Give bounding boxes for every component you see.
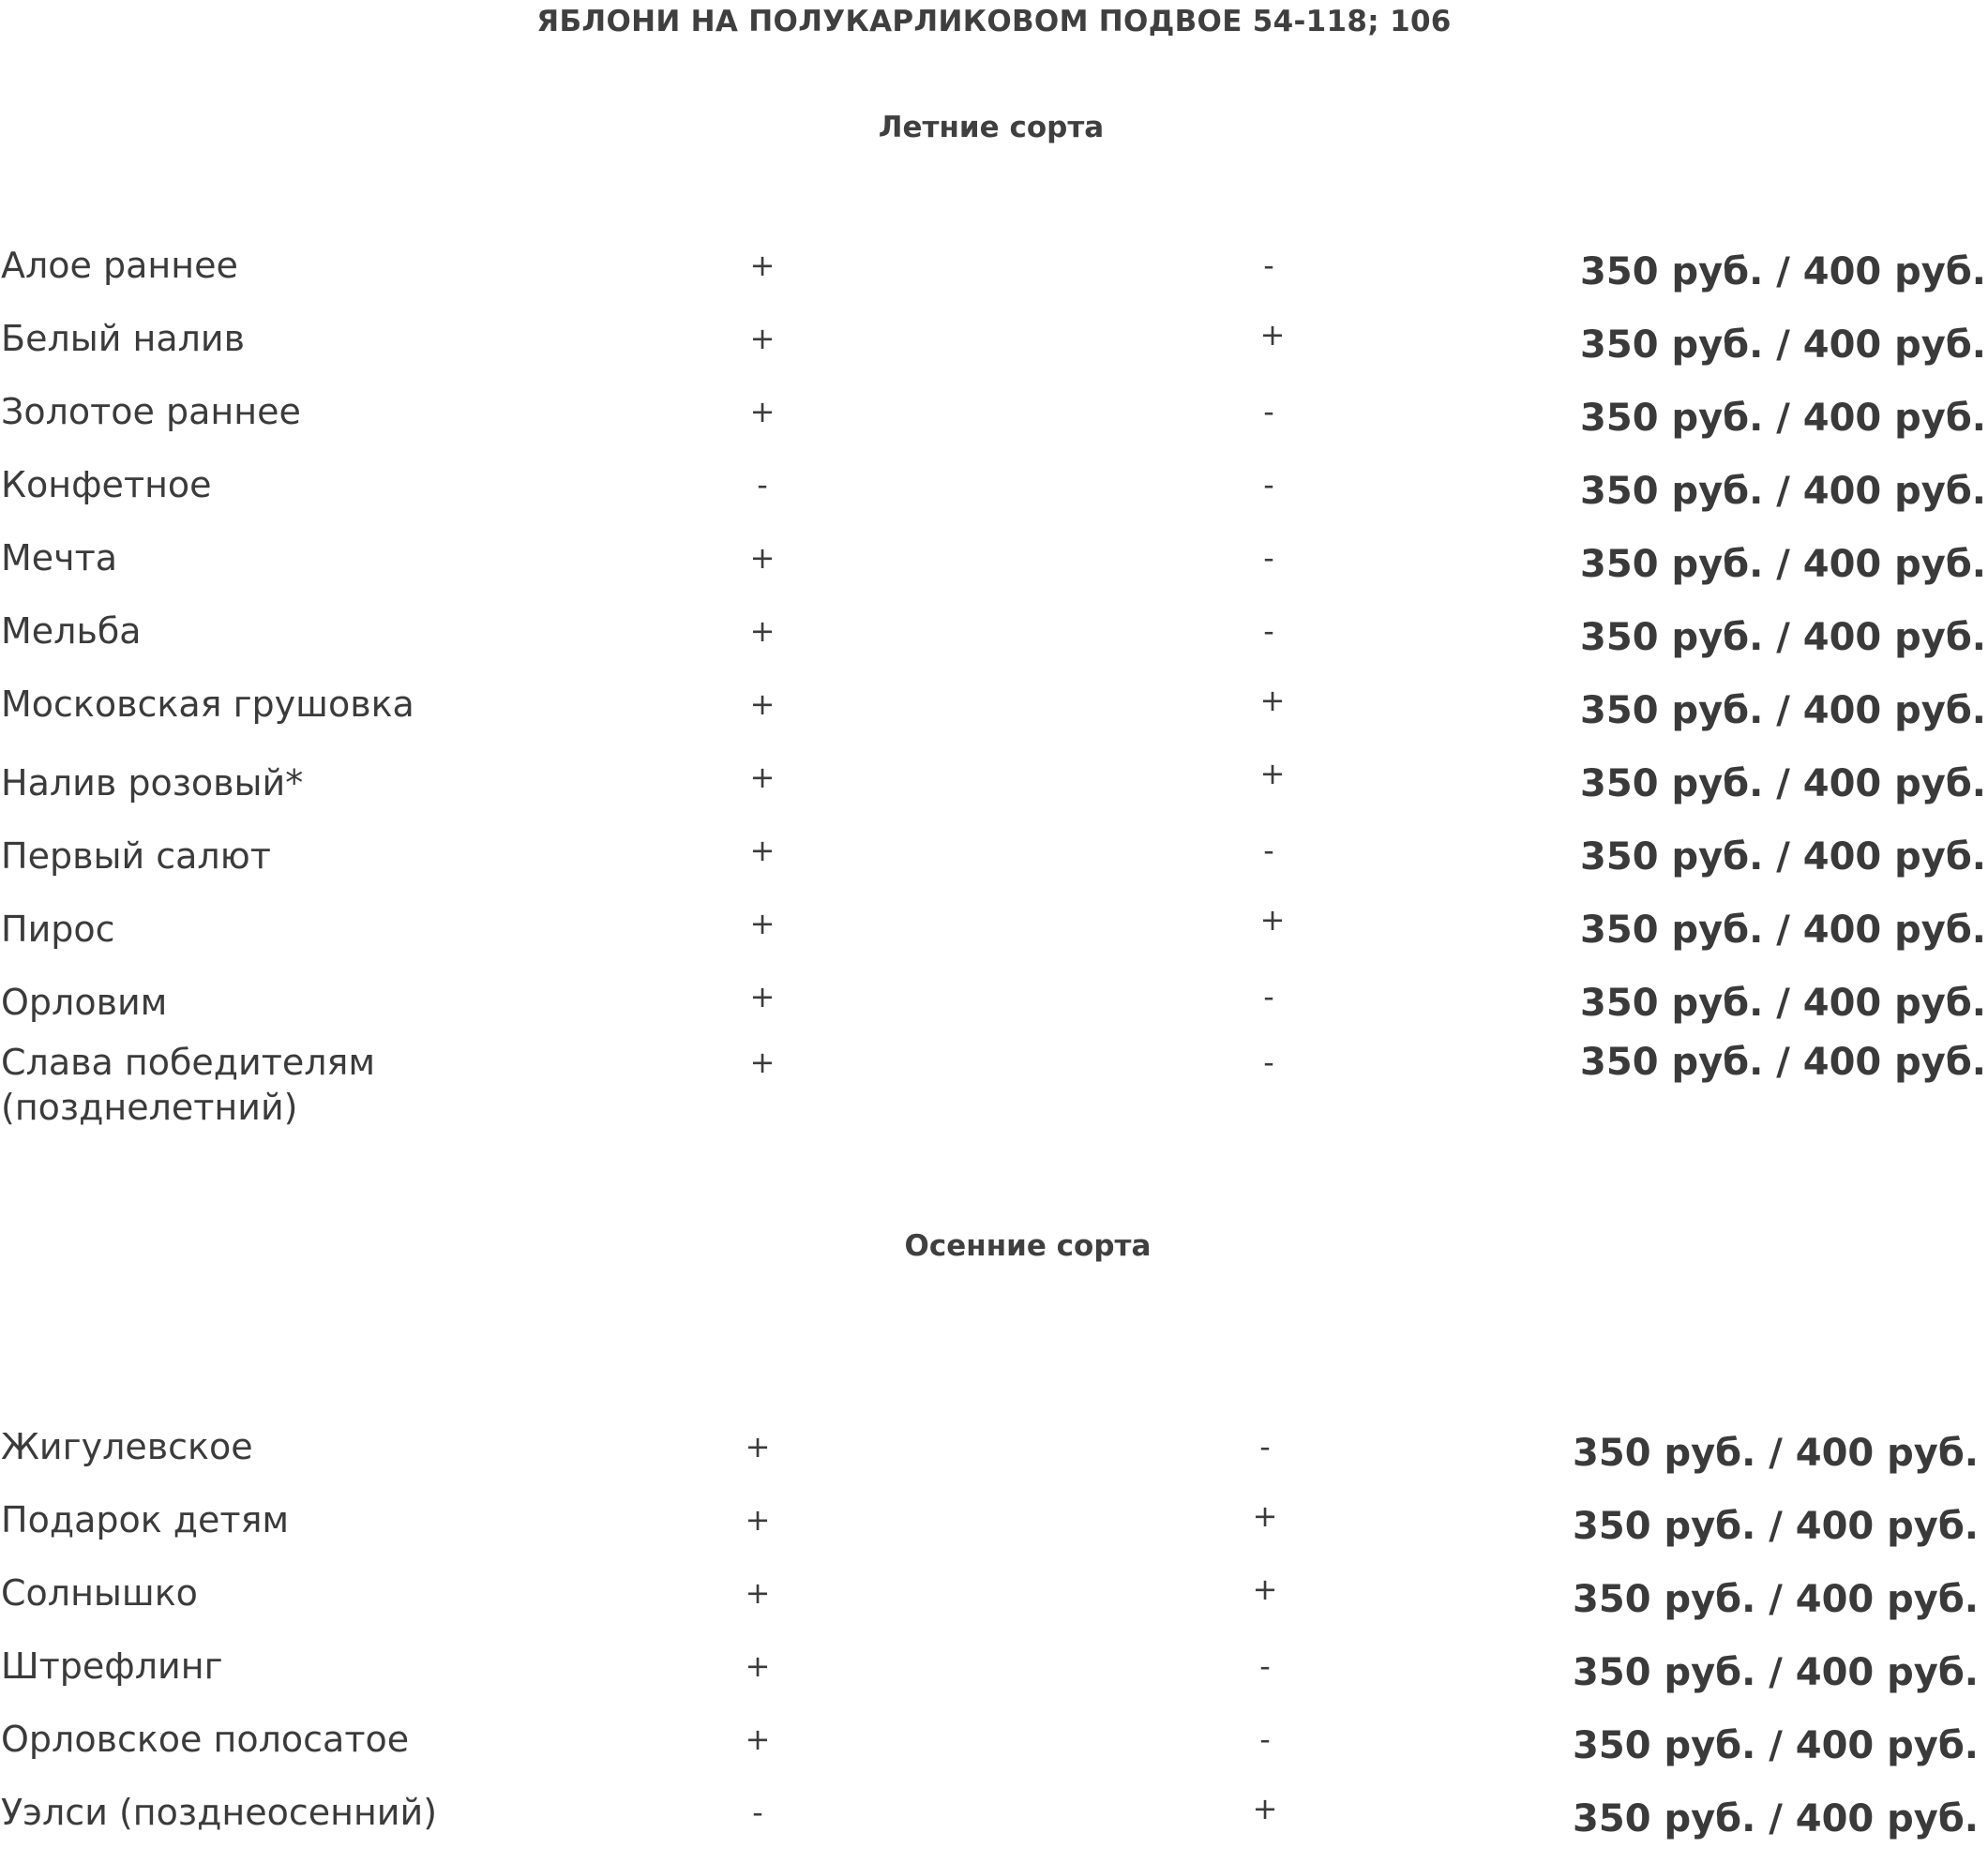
mark-col2: - bbox=[1263, 394, 1274, 429]
variety-name: Штрефлинг bbox=[1, 1645, 223, 1687]
variety-name: Жигулевское bbox=[1, 1426, 253, 1467]
variety-name: Алое раннее bbox=[1, 245, 238, 286]
mark-col1: + bbox=[749, 394, 776, 429]
mark-col1: + bbox=[745, 1575, 771, 1611]
mark-col2: - bbox=[1259, 1648, 1271, 1684]
mark-col2: - bbox=[1263, 979, 1274, 1014]
mark-col1: + bbox=[749, 248, 776, 283]
price: 350 руб. / 400 руб. bbox=[1580, 543, 1986, 586]
mark-col2: - bbox=[1259, 1429, 1271, 1465]
variety-name: Налив розовый* bbox=[1, 762, 304, 804]
table-row bbox=[0, 755, 1988, 828]
table-row bbox=[0, 828, 1988, 901]
table-row bbox=[0, 1717, 1988, 1790]
variety-name: Пирос bbox=[1, 909, 115, 950]
price: 350 руб. / 400 руб. bbox=[1573, 1724, 1979, 1767]
mark-col1: + bbox=[749, 540, 776, 576]
mark-col2: - bbox=[1263, 613, 1274, 649]
table-row bbox=[0, 682, 1988, 755]
summer-table bbox=[0, 243, 1988, 1152]
variety-name: Московская грушовка bbox=[1, 684, 414, 725]
price: 350 руб. / 400 руб. bbox=[1580, 470, 1986, 513]
mark-col2: - bbox=[1263, 833, 1274, 868]
table-row bbox=[0, 901, 1988, 974]
mark-col2: + bbox=[1252, 1571, 1278, 1607]
page-title: ЯБЛОНИ НА ПОЛУКАРЛИКОВОМ ПОДВОЕ 54-118; 106 bbox=[536, 5, 1452, 38]
price: 350 руб. / 400 руб. bbox=[1573, 1505, 1979, 1548]
price: 350 руб. / 400 руб. bbox=[1580, 323, 1986, 367]
mark-col2: - bbox=[1263, 1044, 1274, 1080]
mark-col2: + bbox=[1259, 902, 1286, 938]
price: 350 руб. / 400 руб. bbox=[1580, 397, 1986, 440]
table-row bbox=[0, 1497, 1988, 1570]
variety-name: Орловское полосатое bbox=[1, 1719, 410, 1760]
price: 350 руб. / 400 руб. bbox=[1573, 1651, 1979, 1694]
mark-col2: - bbox=[1263, 540, 1274, 576]
table-row bbox=[0, 1040, 1988, 1152]
table-row bbox=[0, 974, 1988, 1040]
mark-col1: + bbox=[749, 833, 776, 868]
price: 350 руб. / 400 руб. bbox=[1573, 1432, 1979, 1475]
mark-col2: + bbox=[1259, 756, 1286, 791]
mark-col1: + bbox=[749, 613, 776, 649]
price: 350 руб. / 400 руб. bbox=[1580, 250, 1986, 293]
variety-name: Первый салют bbox=[1, 835, 271, 877]
mark-col1: + bbox=[745, 1648, 771, 1684]
summer-heading: Летние сорта bbox=[878, 111, 1105, 144]
price: 350 руб. / 400 руб. bbox=[1580, 762, 1986, 805]
mark-col1: + bbox=[745, 1721, 771, 1757]
table-row bbox=[0, 1644, 1988, 1717]
table-row bbox=[0, 535, 1988, 608]
price: 350 руб. / 400 руб. bbox=[1580, 835, 1986, 879]
mark-col1: - bbox=[752, 1795, 763, 1830]
variety-name: Слава победителям (позднелетний) bbox=[1, 1042, 376, 1128]
autumn-heading: Осенние сорта bbox=[904, 1229, 1152, 1263]
mark-col2: - bbox=[1263, 248, 1274, 283]
variety-name: Уэлси (позднеосенний) bbox=[1, 1792, 438, 1833]
variety-name: Конфетное bbox=[1, 464, 212, 505]
price: 350 руб. / 400 руб. bbox=[1580, 1041, 1986, 1084]
mark-col2: - bbox=[1259, 1721, 1271, 1757]
autumn-table bbox=[0, 1424, 1988, 1863]
price: 350 руб. / 400 руб. bbox=[1573, 1578, 1979, 1621]
mark-col2: + bbox=[1259, 683, 1286, 718]
mark-col2: + bbox=[1252, 1791, 1278, 1826]
mark-col1: + bbox=[749, 906, 776, 941]
mark-col1: + bbox=[745, 1429, 771, 1465]
variety-name: Белый налив bbox=[1, 318, 246, 359]
variety-name: Подарок детям bbox=[1, 1499, 290, 1540]
variety-name: Орловим bbox=[1, 982, 168, 1023]
mark-col1: + bbox=[749, 1044, 776, 1080]
mark-col2: + bbox=[1259, 317, 1286, 353]
table-row bbox=[0, 462, 1988, 535]
price: 350 руб. / 400 руб. bbox=[1580, 689, 1986, 732]
table-row bbox=[0, 243, 1988, 316]
table-row bbox=[0, 1570, 1988, 1644]
mark-col2: - bbox=[1263, 467, 1274, 503]
mark-col1: + bbox=[745, 1502, 771, 1538]
mark-col1: + bbox=[749, 686, 776, 722]
table-row bbox=[0, 608, 1988, 682]
price: 350 руб. / 400 руб. bbox=[1573, 1797, 1979, 1840]
mark-col1: + bbox=[749, 321, 776, 356]
mark-col1: + bbox=[749, 979, 776, 1014]
variety-name: Мельба bbox=[1, 610, 142, 652]
variety-name: Золотое раннее bbox=[1, 391, 301, 432]
price: 350 руб. / 400 руб. bbox=[1580, 909, 1986, 952]
mark-col2: + bbox=[1252, 1498, 1278, 1534]
variety-name: Мечта bbox=[1, 537, 118, 578]
price: 350 руб. / 400 руб. bbox=[1580, 616, 1986, 659]
mark-col1: + bbox=[749, 759, 776, 795]
table-row bbox=[0, 1790, 1988, 1863]
mark-col1: - bbox=[757, 467, 768, 503]
table-row bbox=[0, 316, 1988, 389]
variety-name: Солнышко bbox=[1, 1572, 198, 1614]
price: 350 руб. / 400 руб. bbox=[1580, 982, 1986, 1025]
table-row bbox=[0, 1424, 1988, 1497]
table-row bbox=[0, 389, 1988, 462]
